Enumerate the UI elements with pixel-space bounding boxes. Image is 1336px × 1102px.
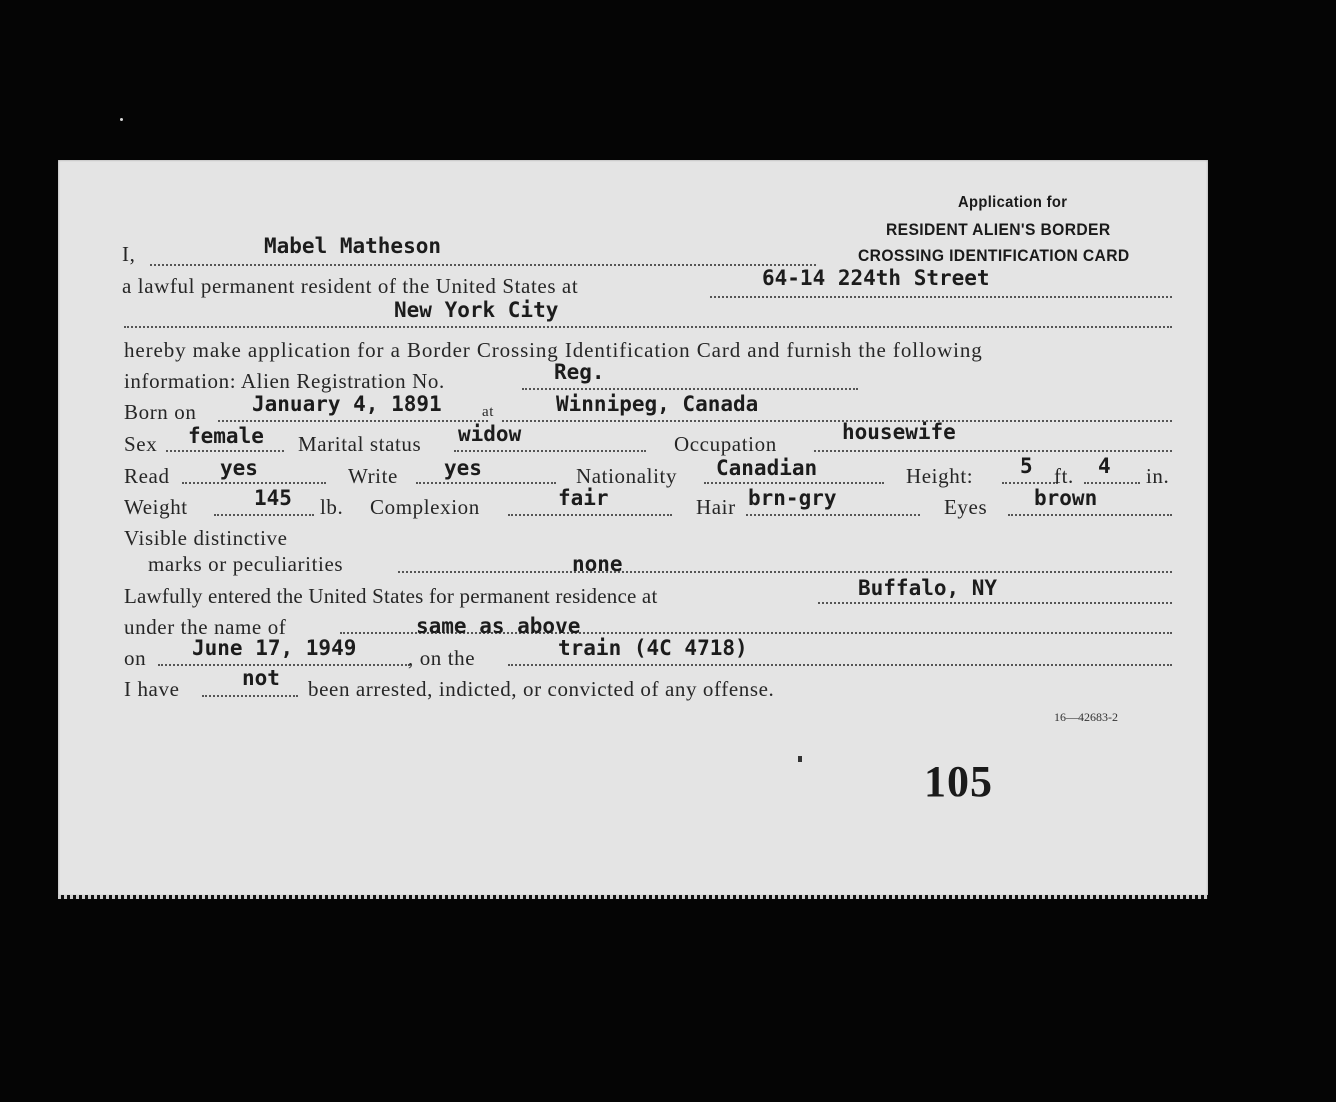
nationality-line: [704, 482, 884, 484]
label-alien-reg: information: Alien Registration No.: [124, 369, 445, 393]
form-number: 16—42683-2: [1054, 710, 1118, 724]
marital-status: widow: [458, 422, 522, 446]
label-eyes: Eyes: [944, 495, 988, 519]
birth-date-line: [218, 420, 488, 422]
weight-line: [214, 514, 314, 516]
label-i: I,: [122, 242, 136, 266]
read-line: [182, 482, 326, 484]
alien-reg-no: Reg.: [554, 360, 605, 384]
sex-line: [166, 450, 284, 452]
header-line-3: CROSSING IDENTIFICATION CARD: [858, 246, 1130, 265]
arrested-line: [202, 695, 298, 697]
city: New York City: [394, 298, 559, 322]
hair-line: [746, 514, 920, 516]
marital-line: [454, 450, 646, 452]
birth-place-line: [502, 420, 1172, 422]
write: yes: [444, 456, 482, 480]
label-on-the: , on the: [408, 646, 476, 670]
label-entered: Lawfully entered the United States for permanent residence at: [124, 584, 658, 608]
label-height: Height:: [906, 464, 974, 488]
hair: brn-gry: [748, 486, 837, 510]
read: yes: [220, 456, 258, 480]
marks-line: [398, 571, 1172, 573]
label-under-name: under the name of: [124, 615, 287, 639]
occupation-line: [814, 450, 1172, 452]
stamp-number: 105: [924, 757, 993, 806]
label-read: Read: [124, 464, 170, 488]
name-line: [150, 264, 816, 266]
label-in: in.: [1146, 464, 1170, 488]
complexion: fair: [558, 486, 609, 510]
nationality: Canadian: [716, 456, 818, 480]
entry-date-line: [158, 664, 410, 666]
label-write: Write: [348, 464, 398, 488]
conveyance-line: [508, 664, 1172, 666]
height-ft: 5: [1020, 454, 1033, 478]
label-hereby: hereby make application for a Border Crossing Identification Card and furnish the following: [124, 338, 983, 362]
label-nationality: Nationality: [576, 464, 678, 488]
marks: none: [572, 552, 623, 576]
alien-reg-line: [522, 388, 858, 390]
label-i-have: I have: [124, 677, 180, 701]
birth-place: Winnipeg, Canada: [556, 392, 759, 416]
applicant-name: Mabel Matheson: [264, 234, 442, 258]
entry-conveyance: train (4C 4718): [558, 636, 748, 660]
film-speck: [120, 118, 123, 121]
height-ft-line: [1002, 482, 1058, 484]
write-line: [416, 482, 556, 484]
label-on: on: [124, 646, 147, 670]
eyes: brown: [1034, 486, 1098, 510]
ink-dot: [798, 756, 802, 762]
birth-date: January 4, 1891: [252, 392, 442, 416]
label-weight: Weight: [124, 495, 188, 519]
arrested-status: not: [242, 666, 280, 690]
weight: 145: [254, 486, 292, 510]
label-occupation: Occupation: [674, 432, 777, 456]
label-lawful-resident: a lawful permanent resident of the United States at: [122, 274, 579, 298]
label-marks: marks or peculiarities: [148, 552, 344, 576]
label-hair: Hair: [696, 495, 736, 519]
label-arrested: been arrested, indicted, or convicted of any offense.: [308, 677, 775, 701]
sex: female: [188, 424, 264, 448]
label-complexion: Complexion: [370, 495, 480, 519]
header-line-1: Application for: [958, 194, 1068, 211]
label-marital-status: Marital status: [298, 432, 422, 456]
entry-name: same as above: [416, 614, 581, 638]
city-line: [124, 326, 1172, 328]
label-born-on: Born on: [124, 400, 197, 424]
address: 64-14 224th Street: [762, 266, 990, 290]
label-sex: Sex: [124, 432, 158, 456]
label-ft: ft.: [1054, 464, 1074, 488]
header-line-2: RESIDENT ALIEN'S BORDER: [886, 220, 1111, 239]
occupation: housewife: [842, 420, 956, 444]
border-crossing-card: [58, 160, 1208, 896]
eyes-line: [1008, 514, 1172, 516]
entry-place-line: [818, 602, 1172, 604]
entry-place: Buffalo, NY: [858, 576, 998, 600]
address-line: [710, 296, 1172, 298]
label-lb: lb.: [320, 495, 344, 519]
entry-date: June 17, 1949: [192, 636, 357, 660]
height-in: 4: [1098, 454, 1111, 478]
height-in-line: [1084, 482, 1140, 484]
label-visible-distinctive: Visible distinctive: [124, 526, 288, 550]
label-at: at: [482, 404, 495, 420]
complexion-line: [508, 514, 672, 516]
